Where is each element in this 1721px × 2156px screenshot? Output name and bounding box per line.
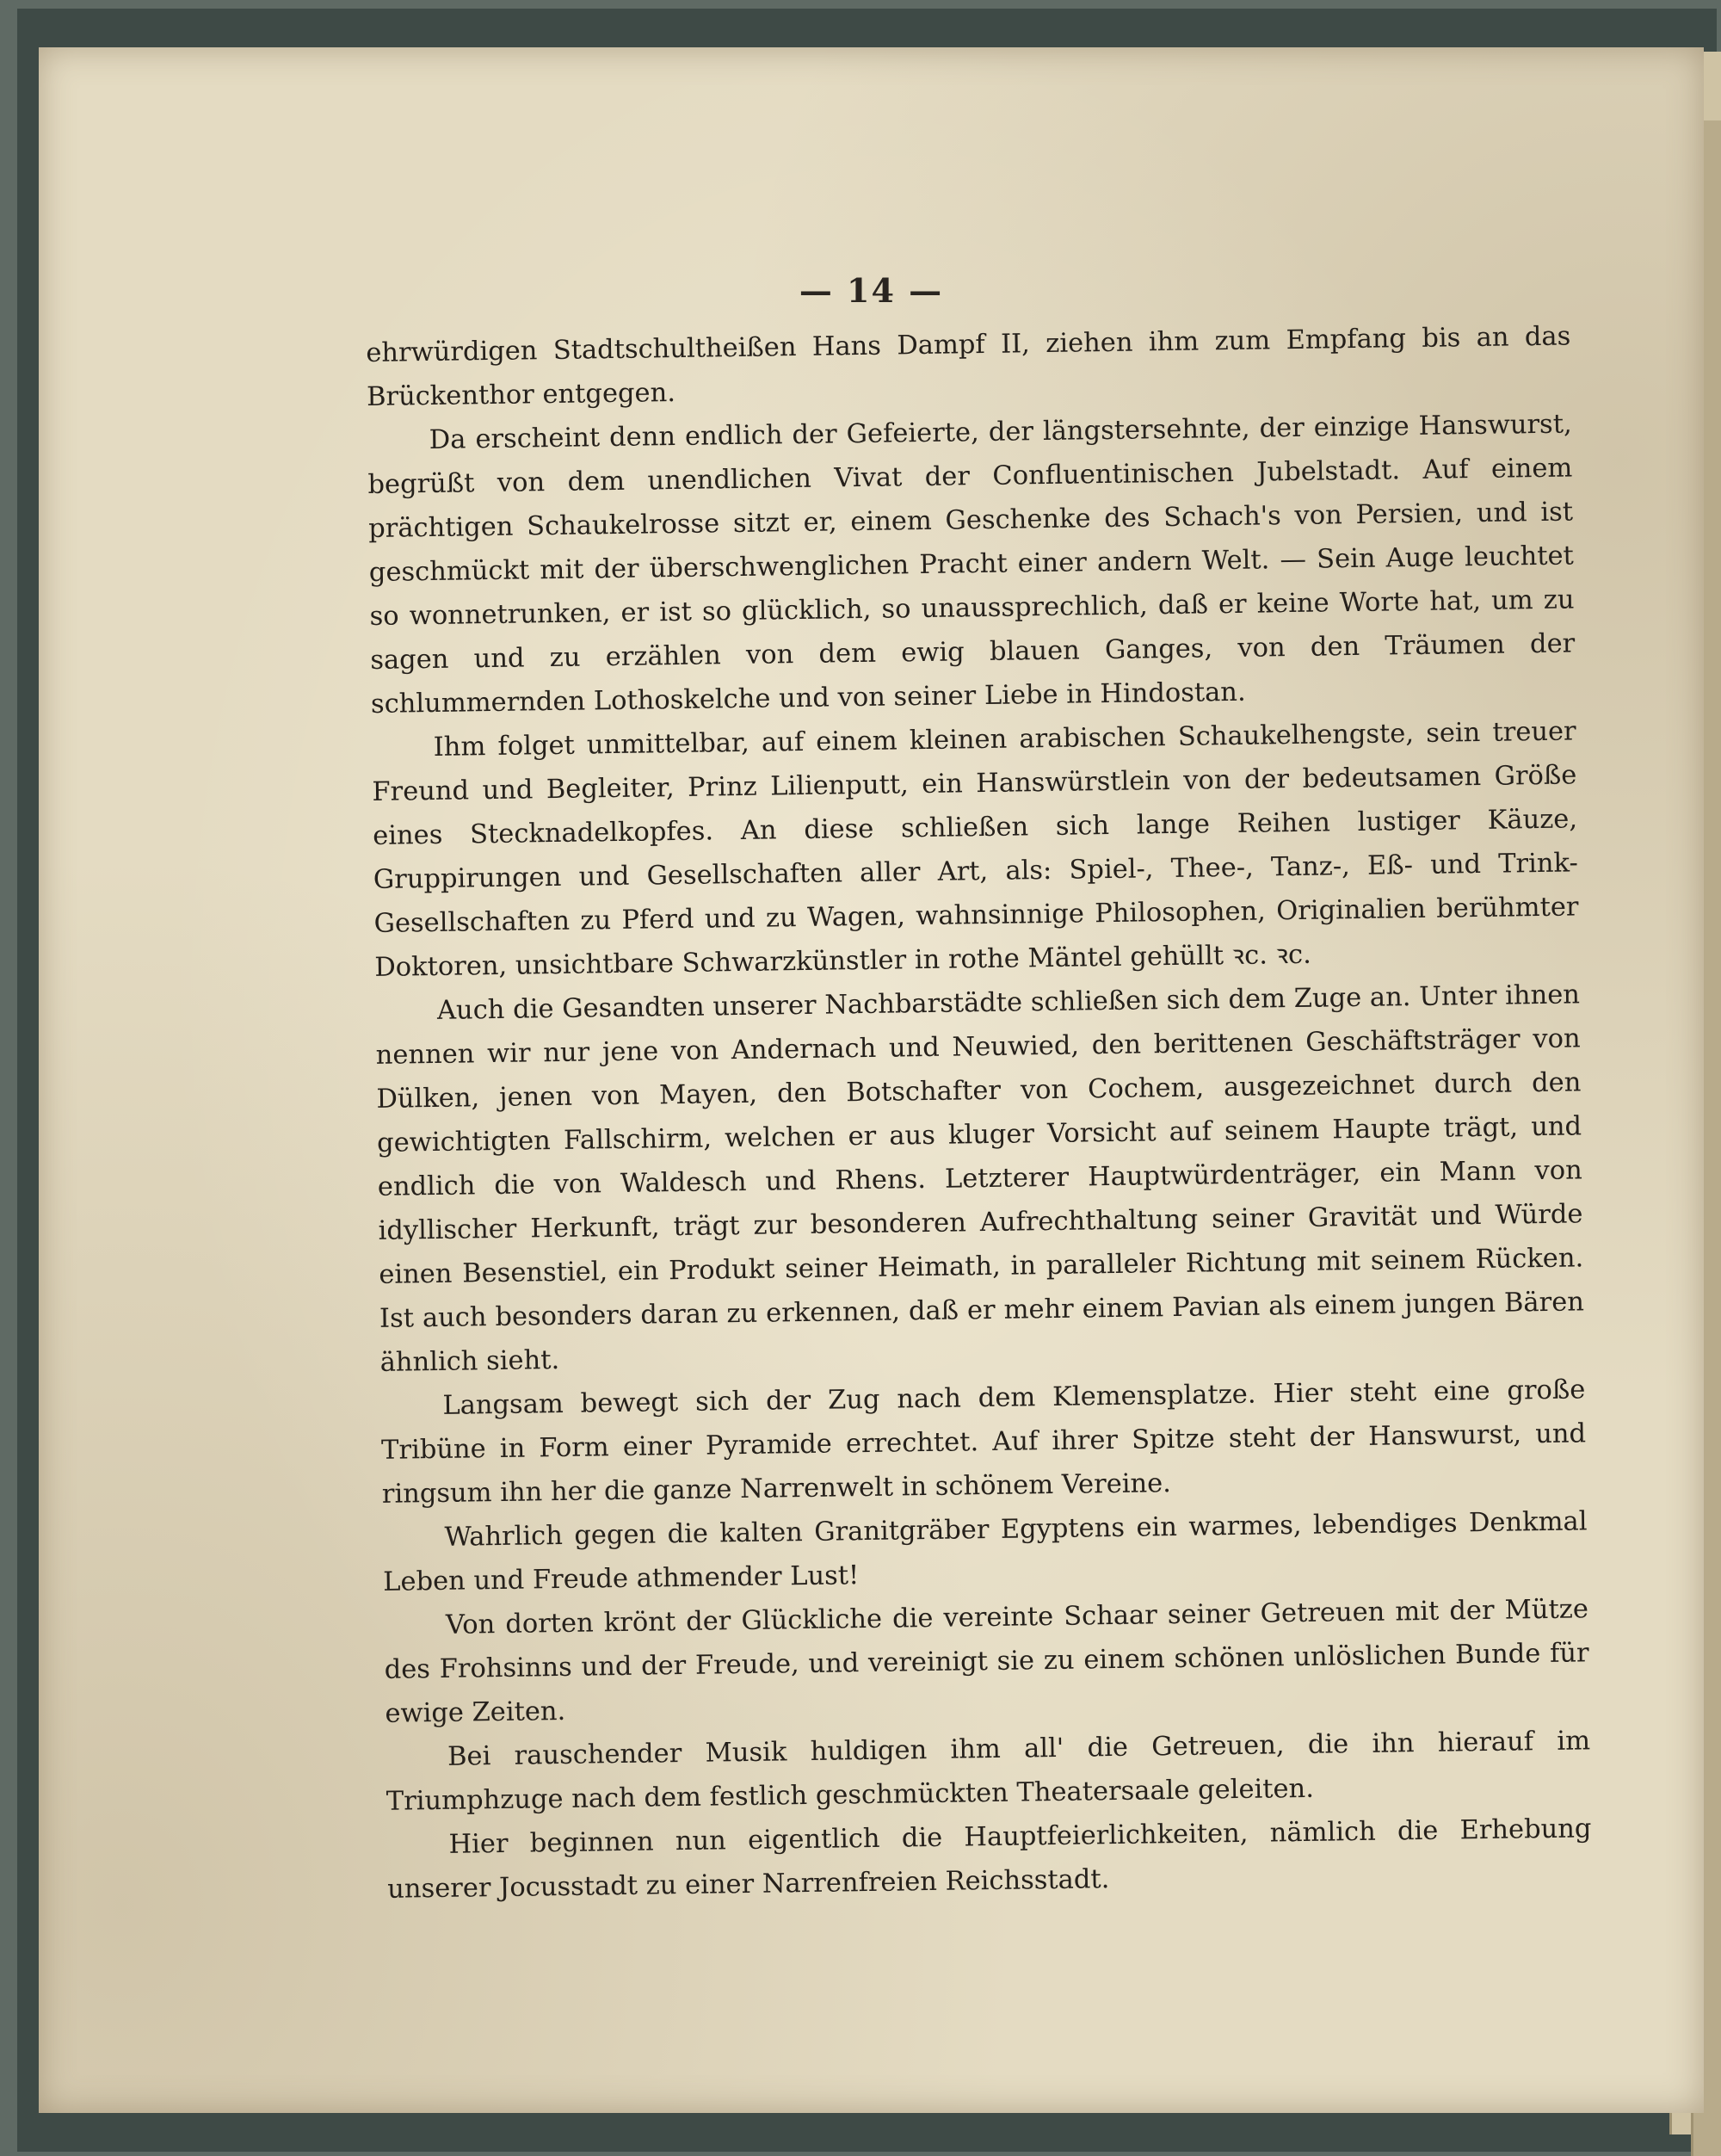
document-page: [39, 47, 1704, 2113]
paragraph: Von dorten krönt der Glückliche die vereinte Schaar seiner Getreuen mit der Mütze des Frohsinns und der Freude, und vereinigt sie zu einem schönen unlöslichen Bunde für ewige Zeiten.: [384, 1594, 1589, 1729]
paragraph: Ihm folget unmittelbar, auf einem kleinen arabischen Schaukelhengste, sein treuer Freund und Begleiter, Prinz Lilienputt, ein Hanswürstlein von der bedeutsamen Größe eines Stecknadelkopfes. An diese schließen sich lange Reihen lustiger Käuze, Gruppirungen und Gesellschaften aller Art, als: Spiel-, Thee-, Tanz-, Eß- und Trink-Gesellschaften zu Pferd und zu Wagen, wahnsinnige Philosophen, Originalien berühmter Doktoren, unsichtbare Schwarzkünstler in rothe Mäntel gehüllt ꝛc. ꝛc.: [372, 716, 1579, 983]
paragraph: ehrwürdigen Stadtschultheißen Hans Dampf II, ziehen ihm zum Empfang bis an das Brückenthor entgegen.: [366, 321, 1571, 412]
paragraph: Langsam bewegt sich der Zug nach dem Klemensplatze. Hier steht eine große Tribüne in Form einer Pyramide errechtet. Auf ihrer Spitze steht der Hanswurst, und ringsum ihn her die ganze Narrenwelt in schönem Vereine.: [380, 1375, 1587, 1510]
paragraph: Auch die Gesandten unserer Nachbarstädte schließen sich dem Zuge an. Unter ihnen nennen wir nur jene von Andernach und Neuwied, den berittenen Geschäftsträger von Dülken, jenen von Mayen, den Botschafter von Cochem, ausgezeichnet durch den gewichtigten Fallschirm, welchen er aus kluger Vorsicht auf seinem Haupte trägt, und endlich die von Waldesch und Rhens. Letzterer Hauptwürdenträger, ein Mann von idyllischer Herkunft, trägt zur besonderen Aufrechthaltung seiner Gravität und Würde einen Besenstiel, ein Produkt seiner Heimath, in paralleler Richtung mit seinem Rücken. Ist auch besonders daran zu erkennen, daß er mehr einem Pavian als einem jungen Bären ähnlich sieht.: [375, 979, 1585, 1378]
paragraph: Wahrlich gegen die kalten Granitgräber Egyptens ein warmes, lebendiges Denkmal Leben und Freude athmender Lust!: [383, 1506, 1588, 1597]
body-text: [366, 314, 1592, 1911]
paragraph: Bei rauschender Musik huldigen ihm all' die Getreuen, die ihn hierauf im Triumphzuge nach dem festlich geschmückten Theatersaale geleiten.: [386, 1726, 1591, 1817]
page-number: — 14 —: [799, 271, 944, 310]
paragraph: Da erscheint denn endlich der Gefeierte, der längstersehnte, der einzige Hanswurst, begrüßt von dem unendlichen Vivat der Confluentinischen Jubelstadt. Auf einem prächtigen Schaukelrosse sitzt er, einem Geschenke des Schach's von Persien, und ist geschmückt mit der überschwenglichen Pracht einer andern Welt. — Sein Auge leuchtet so wonnetrunken, er ist so glücklich, so unaussprechlich, daß er keine Worte hat, um zu sagen und zu erzählen von dem ewig blauen Ganges, von den Träumen der schlummernden Lothoskelche und von seiner Liebe in Hindostan.: [367, 409, 1576, 720]
paragraph: Hier beginnen nun eigentlich die Hauptfeierlichkeiten, nämlich die Erhebung unserer Jocusstadt zu einer Narrenfreien Reichsstadt.: [387, 1813, 1592, 1905]
